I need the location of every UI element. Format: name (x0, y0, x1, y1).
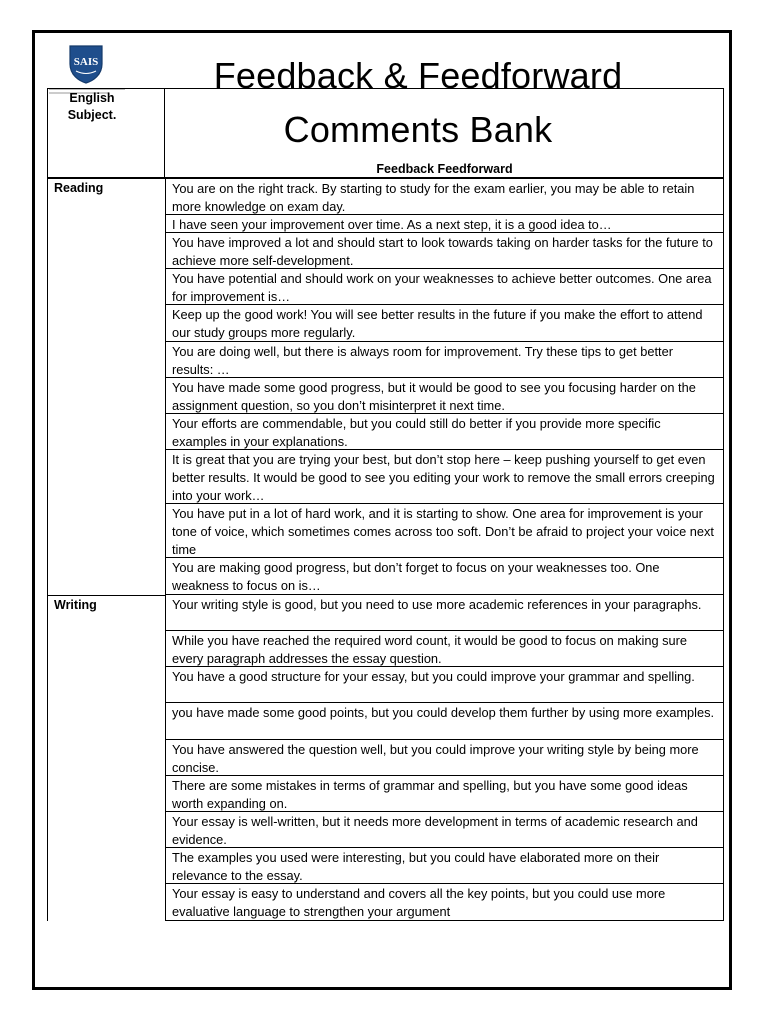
comment-row: You are doing well, but there is always room for improvement. Try these tips to get better results: … (165, 342, 724, 378)
svg-text:SAIS: SAIS (73, 56, 99, 68)
comment-row: I have seen your improvement over time. As a next step, it is a good idea to… (165, 215, 724, 233)
comment-row: You have answered the question well, but you could improve your writing style by being more concise. (165, 740, 724, 776)
comment-row: You are on the right track. By starting to study for the exam earlier, you may be able to retain more knowledge on exam day. (165, 178, 724, 215)
comment-row: While you have reached the required word count, it would be good to focus on making sure every paragraph addresses the essay question. (165, 631, 724, 667)
comment-row: you have made some good points, but you could develop them further by using more examples. (165, 703, 724, 740)
page-title-line2: Comments Bank (283, 109, 553, 150)
writing-category-cell (47, 595, 166, 921)
comment-row: Your efforts are commendable, but you could still do better if you provide more specific examples in your explanations. (165, 414, 724, 450)
section-label-writing: Writing (54, 598, 97, 612)
column-header: Feedback Feedforward (376, 162, 513, 176)
page-title-line1: Feedback & Feedforward (213, 55, 623, 96)
comment-row: There are some mistakes in terms of grammar and spelling, but you have some good ideas worth expanding on. (165, 776, 724, 812)
subject-label: English Subject. (67, 91, 117, 122)
comment-row: You have a good structure for your essay, but you could improve your grammar and spelling. (165, 667, 724, 703)
comment-row: Keep up the good work! You will see better results in the future if you make the effort to attend our study groups more regularly. (165, 305, 724, 342)
comment-row: You have put in a lot of hard work, and it is starting to show. One area for improvement is your tone of voice, which sometimes comes across too soft. Don’t be afraid to project your voice next time (165, 504, 724, 558)
comment-row: You are making good progress, but don’t forget to focus on your weaknesses too. One weakness to focus on is… (165, 558, 724, 595)
school-shield-logo-icon (68, 44, 104, 84)
comment-row: Your writing style is good, but you need to use more academic references in your paragraphs. (165, 595, 724, 631)
comment-row: You have improved a lot and should start to look towards taking on harder tasks for the future to achieve more self-development. (165, 233, 724, 269)
comment-row: Your essay is well-written, but it needs more development in terms of academic research and evidence. (165, 812, 724, 848)
comment-row: Your essay is easy to understand and covers all the key points, but you could use more evaluative language to strengthen your argument (165, 884, 724, 921)
section-label-reading: Reading (54, 181, 104, 195)
comment-row: You have potential and should work on your weaknesses to achieve better outcomes. One area for improvement is… (165, 269, 724, 305)
comment-row: You have made some good progress, but it would be good to see you focusing harder on the assignment question, so you don’t misinterpret it next time. (165, 378, 724, 414)
reading-category-cell (47, 178, 166, 595)
comment-row: The examples you used were interesting, but you could have elaborated more on their relevance to the essay. (165, 848, 724, 884)
comment-row: It is great that you are trying your best, but don’t stop here – keep pushing yourself to get even better results. It would be good to see you editing your work to remove the small errors creeping into your work… (165, 450, 724, 504)
